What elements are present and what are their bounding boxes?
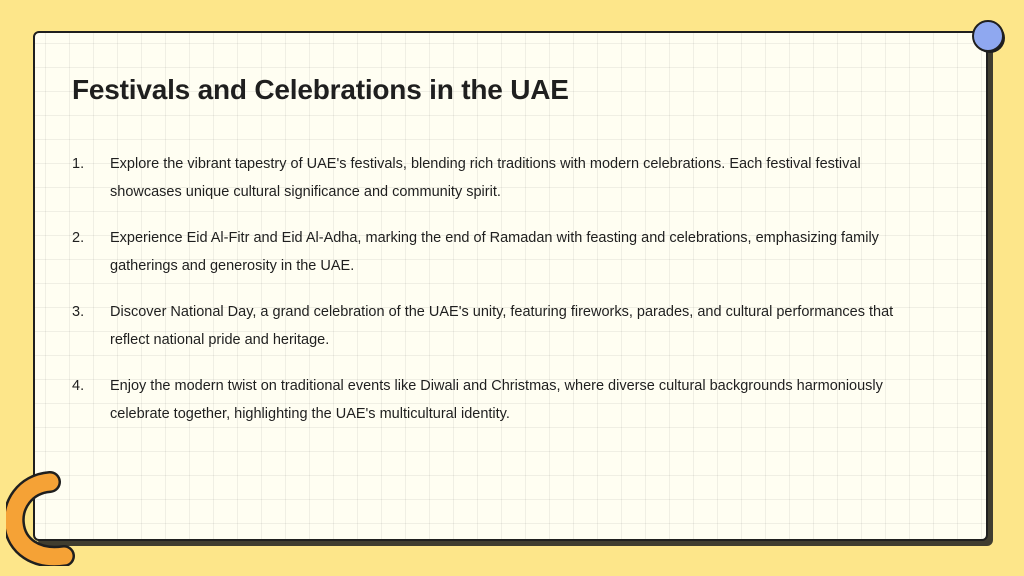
slide-title: Festivals and Celebrations in the UAE [72, 74, 569, 105]
list-item-number: 4. [72, 378, 85, 394]
list-item [72, 372, 912, 428]
list-item-number: 3. [72, 304, 85, 320]
list-item-number: 2. [72, 230, 85, 246]
circle-dot-icon [972, 19, 1006, 53]
festival-list [72, 150, 912, 446]
list-item-text: Discover National Day, a grand celebration of the UAE's unity, featuring fireworks, parades, and cultural performances that reflect national pride and heritage. [110, 304, 894, 348]
list-item-text: Enjoy the modern twist on traditional events like Diwali and Christmas, where diverse cultural backgrounds harmoniously celebrate together, highlighting the UAE's multicultural identity. [110, 378, 883, 422]
orange-arc-icon [6, 470, 86, 566]
list-item-text: Experience Eid Al-Fitr and Eid Al-Adha, marking the end of Ramadan with feasting and celebrations, emphasizing family gatherings and generosity in the UAE. [110, 230, 879, 274]
list-item [72, 224, 912, 280]
list-item [72, 298, 912, 354]
list-item-text: Explore the vibrant tapestry of UAE's festivals, blending rich traditions with modern celebrations. Each festival festival showcases unique cultural significance and community spirit. [110, 156, 861, 200]
list-item [72, 150, 912, 206]
list-item-number: 1. [72, 156, 85, 172]
